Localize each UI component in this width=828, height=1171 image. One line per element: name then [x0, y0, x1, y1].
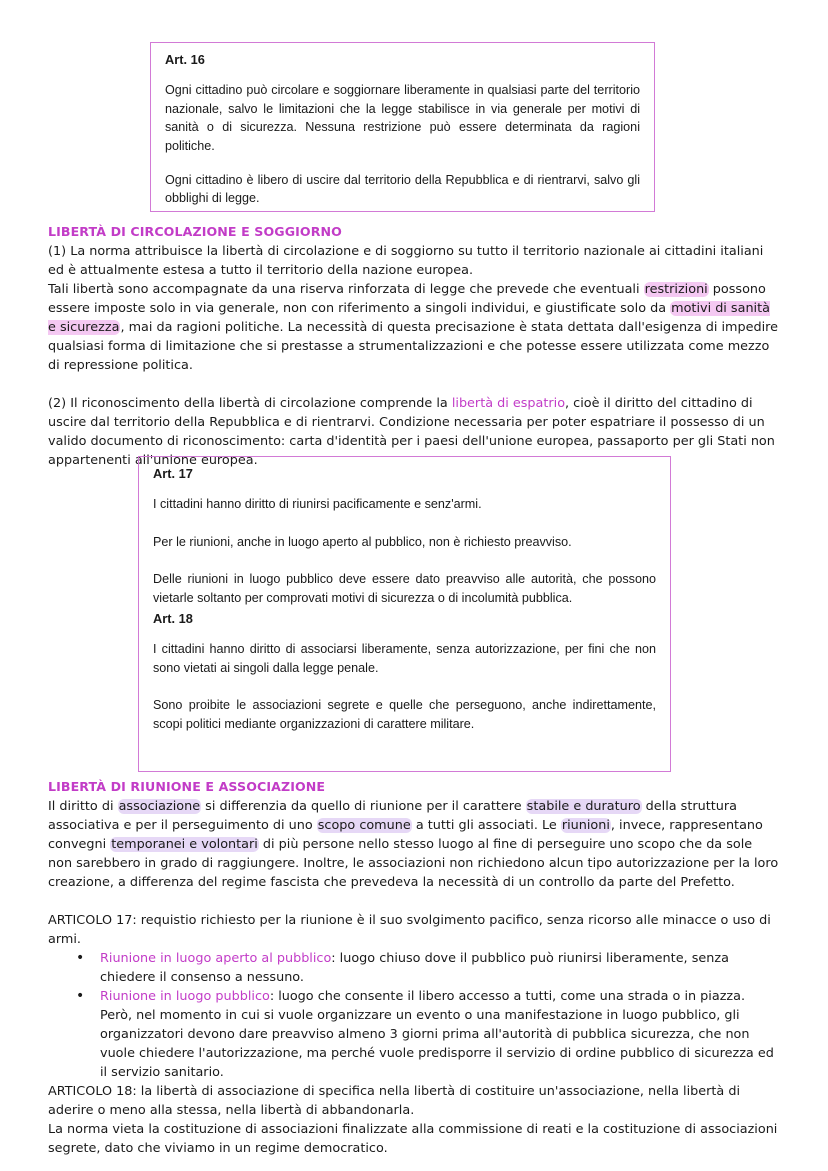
highlight-riunioni: riunioni [561, 818, 610, 833]
section2-text [48, 797, 780, 1158]
art16-paragraph-2: Ogni cittadino è libero di uscire dal territorio della Repubblica e di rientrarvi, salvo gli obblighi di legge. [165, 173, 640, 206]
bullet-list [48, 949, 780, 1082]
list-item: • Riunione in luogo pubblico: luogo che consente il libero accesso a tutti, come una strada o in piazza. Però, nel momento in cui si vuole organizzare un evento o una manifestazione in luogo pubblico, gli organizzatori devono dare preavviso almeno 3 giorni prima all'autorità di pubblica sicurezza, che non vuole chiedere l'autorizzazione, ma perché vuole predisporre il servizio di ordine pubblico di sicurezza ed il servizio sanitario. [48, 987, 780, 1082]
highlight-associazione: associazione [118, 799, 201, 814]
section2-heading: LIBERTÀ DI RIUNIONE E ASSOCIAZIONE [48, 779, 326, 794]
art16-box [150, 42, 655, 212]
section1-text [48, 242, 780, 470]
art18-paragraph-1: I cittadini hanno diritto di associarsi liberamente, senza autorizzazione, per fini che non sono vietati ai singoli dalla legge penale. [153, 642, 656, 675]
art17-18-box [138, 456, 671, 772]
term-liberta-espatrio: libertà di espatrio [451, 396, 566, 411]
bullet1-term: Riunione in luogo aperto al pubblico [100, 951, 332, 966]
list-item: • Riunione in luogo aperto al pubblico: luogo chiuso dove il pubblico può riunirsi liberamente, senza chiedere il consenso a nessuno. [48, 949, 780, 987]
art17-title: Art. 17 [153, 466, 193, 481]
art17-paragraph-3: Delle riunioni in luogo pubblico deve essere dato preavviso alle autorità, che possono vietarle soltanto per comprovati motivi di sicurezza o di incolumità pubblica. [153, 572, 656, 605]
article18-note: ARTICOLO 18: la libertà di associazione di specifica nella libertà di costituire un'associazione, nella libertà di aderire o meno alla stessa, nella libertà di abbandonarla. [48, 1084, 741, 1118]
section1-paragraph-3: (2) Il riconoscimento della libertà di circolazione comprende la libertà di espatrio, cioè il diritto del cittadino di uscire dal territorio della Repubblica e di rientrarvi. Condizione necessaria per poter espatriare il possesso di un valido documento di riconoscimento: carta d'identità per i paesi dell'unione europea, passaporto per gli Stati non appartenenti all'unione europea. [48, 396, 775, 468]
art17-paragraph-2: Per le riunioni, anche in luogo aperto al pubblico, non è richiesto preavviso. [153, 534, 572, 549]
spacer [48, 892, 780, 911]
spacer [48, 375, 780, 394]
highlight-temporanei-volontari: temporanei e volontari [111, 837, 258, 852]
section1-paragraph-1: (1) La norma attribuisce la libertà di circolazione e di soggiorno su tutto il territorio nazionale ai cittadini italiani ed è attualmente estesa a tutto il territorio della nazione europea. [48, 244, 764, 278]
art17-paragraph-1: I cittadini hanno diritto di riunirsi pacificamente e senz'armi. [153, 497, 482, 512]
art18-paragraph-2: Sono proibite le associazioni segrete e quelle che perseguono, anche indirettamente, scopi politici mediante organizzazioni di carattere militare. [153, 698, 656, 731]
art16-title: Art. 16 [165, 52, 205, 67]
section1-heading: LIBERTÀ DI CIRCOLAZIONE E SOGGIORNO [48, 224, 342, 239]
highlight-scopo-comune: scopo comune [317, 818, 411, 833]
article17-note: ARTICOLO 17: requistio richiesto per la riunione è il suo svolgimento pacifico, senza ricorso alle minacce o uso di armi. [48, 913, 771, 947]
bullet2-term: Riunione in luogo pubblico [100, 989, 270, 1004]
section2-paragraph-1: Il diritto di associazione si differenzia da quello di riunione per il carattere stabile e duraturo della struttura associativa e per il perseguimento di uno scopo comune a tutti gli associati. Le riunioni, invece, rappresentano convegni temporanei e volontari di più persone nello stesso luogo al fine di perseguire uno scopo che da sole non sarebbero in grado di raggiungere. Inoltre, le associazioni non richiedono alcun tipo autorizzazione per la loro creazione, a differenza del regime fascista che prevedeva la necessità di un controllo da parte del Prefetto. [48, 799, 779, 890]
art16-paragraph-1: Ogni cittadino può circolare e soggiornare liberamente in qualsiasi parte del territorio nazionale, salvo le limitazioni che la legge stabilisce in via generale per motivi di sanità o di sicurezza. Nessuna restrizione può essere determinata da ragioni politiche. [165, 83, 640, 153]
art18-title: Art. 18 [153, 611, 193, 627]
closing-paragraph: La norma vieta la costituzione di associazioni finalizzate alla commissione di reati e la costituzione di associazioni segrete, dato che viviamo in un regime democratico. [48, 1122, 778, 1156]
highlight-stabile-duraturo: stabile e duraturo [526, 799, 641, 814]
highlight-motivi-sanita: motivi di sanità e sicurezza [48, 301, 770, 335]
section1-paragraph-2: Tali libertà sono accompagnate da una riserva rinforzata di legge che prevede che eventuali restrizioni possono essere imposte solo in via generale, non con riferimento a singoli individui, e giustificate solo da motivi di sanità e sicurezza, mai da ragioni politiche. La necessità di questa precisazione è stata dettata dall'esigenza di impedire qualsiasi forma di limitazione che si prestasse a strumentalizzazioni e che potesse essere utilizzata come mezzo di repressione politica. [48, 282, 779, 373]
highlight-restrizioni: restrizioni [644, 282, 708, 297]
